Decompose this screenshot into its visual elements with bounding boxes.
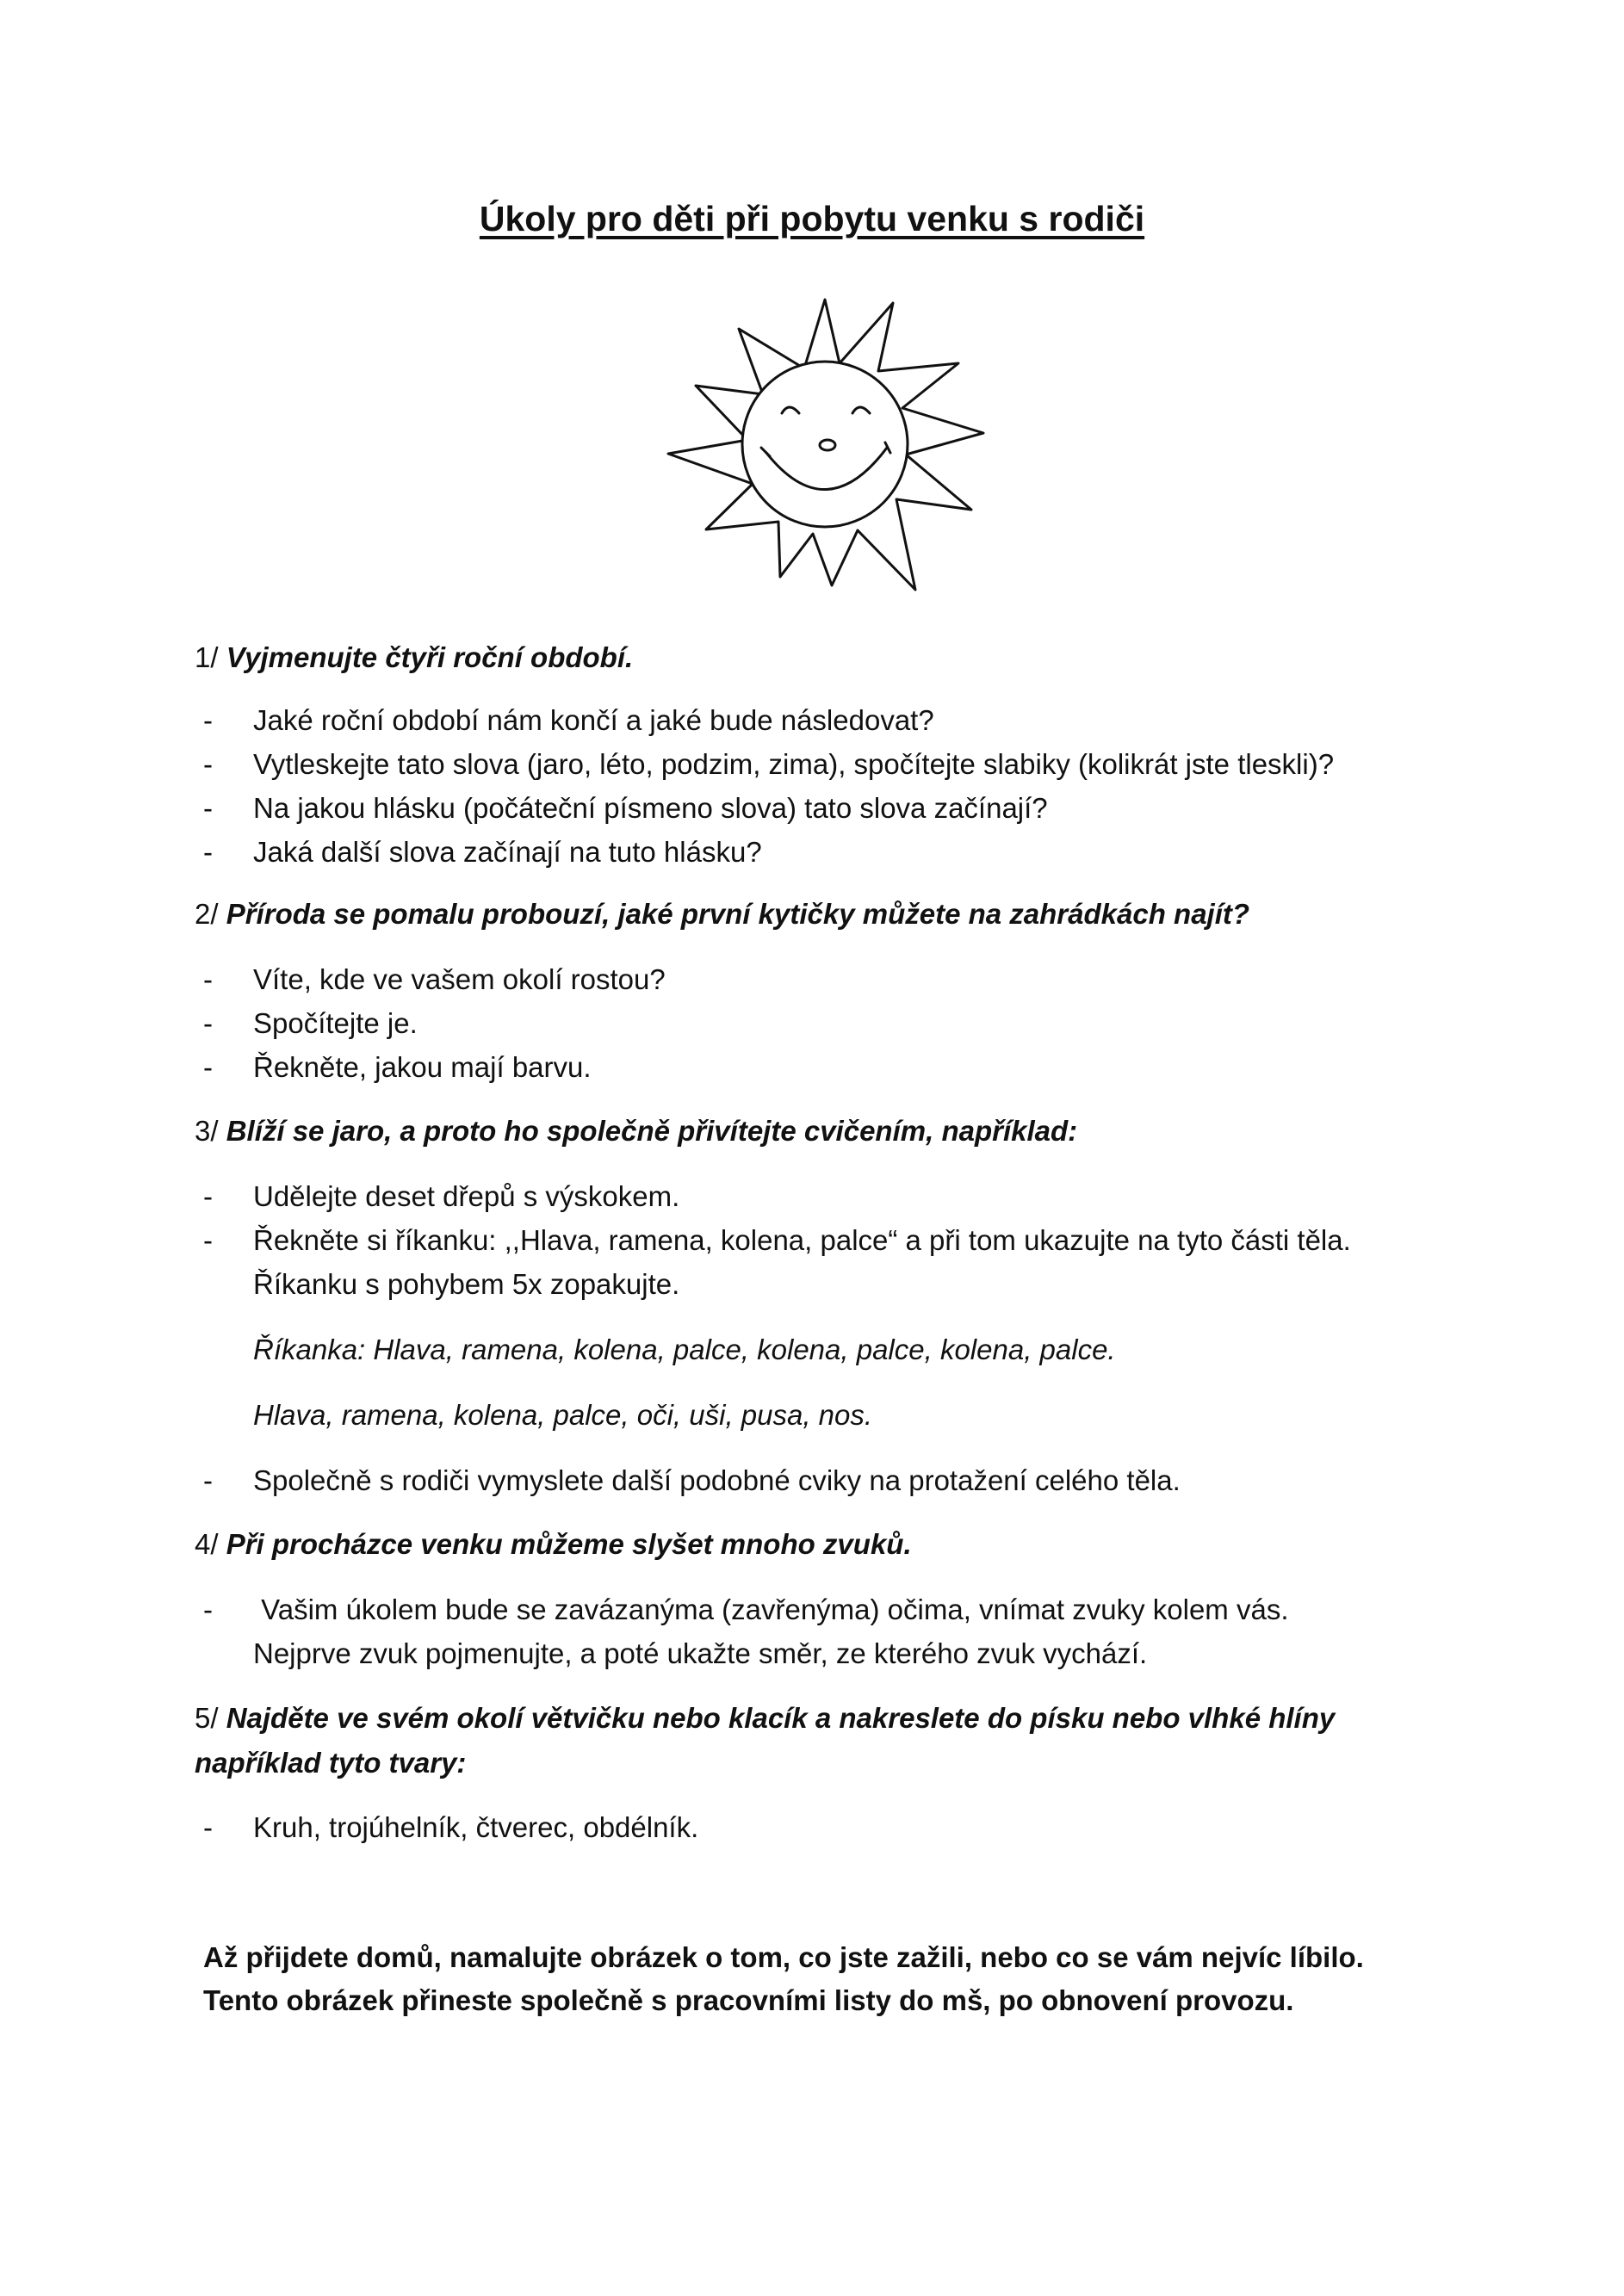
list-item-continuation: Nejprve zvuk pojmenujte, a poté ukažte směr, ze kterého zvuk vychází. (253, 1637, 1148, 1669)
page-title: Úkoly pro děti při pobytu venku s rodiči (479, 199, 1145, 238)
closing-line: Tento obrázek přineste společně s pracovními listy do mš, po obnovení provozu. (203, 1984, 1294, 2016)
section-5-heading: 5/ Najděte ve svém okolí větvičku nebo klacík a nakreslete do písku nebo vlhké hlíny například tyto tvary: (195, 1702, 1336, 1779)
smiling-sun-icon (653, 284, 997, 603)
section-2-heading: 2/ Příroda se pomalu probouzí, jaké první kytičky můžete na zahrádkách najít? (195, 898, 1250, 930)
rhyme-line: Říkanka: Hlava, ramena, kolena, palce, kolena, palce, kolena, palce. (253, 1334, 1116, 1365)
section-1-heading: 1/ Vyjmenujte čtyři roční období. (195, 641, 634, 673)
section-3-heading: 3/ Blíží se jaro, a proto ho společně přivítejte cvičením, například: (195, 1115, 1078, 1147)
list-item-continuation: Říkanku s pohybem 5x zopakujte. (253, 1268, 680, 1300)
closing-line: Až přijdete domů, namalujte obrázek o tom, co jste zažili, nebo co se vám nejvíc líbilo. (203, 1941, 1364, 1973)
rhyme-line: Hlava, ramena, kolena, palce, oči, uši, pusa, nos. (253, 1399, 873, 1431)
section-4-heading: 4/ Při procházce venku můžeme slyšet mnoho zvuků. (195, 1528, 912, 1560)
document-page: Úkoly pro děti při pobytu venku s rodiči 1/ Vyjmenujte čtyři roční období. - Jaké roční období nám končí a jaké bude následovat? - Vytleskejte tato slova (jaro, léto, podzim, zima), spočítejte slabiky (kolikrát jste tleskli)? - Na jakou hlásku (počáteční písmeno slova) tato slova začínají? - Jaká další slova začínají na tuto hlásku? 2/ Příroda se pomalu probouzí, jaké první kytičky můžete na zahrádkách najít? - Víte, kde ve vašem okolí rostou? - Spočítejte je. - Řekněte, jakou mají barvu. 3/ Blíží se jaro, a proto ho společně přivítejte cvičením, například: - Udělejte deset dřepů s výskokem. - Řekněte si říkanku: ,,Hlava, ramena, kolena, palce“ a při tom ukazujte na tyto části těla. Říkanku s pohybem 5x zopakujte. Říkanka: Hlava, ramena, kolena, palce, kolena, palce, kolena, palce. Hlava, ramena, kolena, palce, oči, uši, pusa, nos. - Společně s rodiči vymyslete další podobné cviky na protažení celého těla. 4/ Při procházce venku můžeme slyšet mnoho zvuků. - Vašim úkolem bude se zavázanýma (zavřenýma) očima, vnímat zvuky kolem vás. Nejprve zvuk pojmenujte, a poté ukažte směr, ze kterého zvuk vychází. 5/ Najděte ve svém okolí větvičku nebo klacík a nakreslete do písku nebo vlhké hlíny například tyto tvary: - Kruh, trojúhelník, čtverec, obdélník. Až přijdete domů, namalujte obrázek o tom, co jste zažili, nebo co se vám nejvíc líbilo. Tento obrázek přineste společně s pracovními listy do mš, po obnovení provozu. (0, 0, 1624, 2296)
